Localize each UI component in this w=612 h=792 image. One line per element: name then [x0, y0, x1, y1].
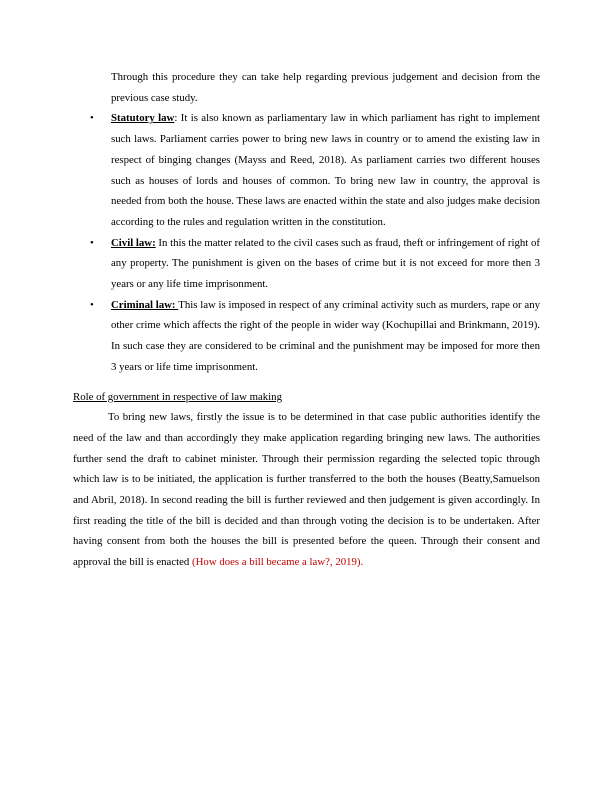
- body-text: To bring new laws, firstly the issue is to be determined in that case public authorities identify the need of the law and than accordingly they make application regarding bringing new laws. The authorities further send the draft to cabinet minister. Through their permission regarding the selected topic through which law is to be initiated, the application is further transferred to the both the houses (Beatty,Samuelson and Abril, 2018). In second reading the bill is further reviewed and then judgement is given accordingly. In first reading the title of the bill is decided and than through voting the decision is to be undertaken. After having consent from both the houses the bill is presented before the queen. Through their consent and approval the bill is enacted: [73, 411, 540, 569]
- continuation-text: Through this procedure they can take help regarding previous judgement and decision from the previous case study.: [111, 71, 540, 104]
- bullet-text: It is also known as parliamentary law in which parliament has right to implement such laws. Parliament carries power to bring new laws in country or to amend the existing law in respect of binging changes (Mayss and Reed, 2018). As parliament carries two different houses such as houses of lords and houses of common. To bring new law in country, the approval is needed from both the house. These laws are enacted within the state and also judges make decision according to the rules and regulation written in the constitution.: [111, 112, 540, 228]
- law-types-list: [73, 108, 540, 377]
- bullet-term: Statutory law: [111, 112, 175, 125]
- document-content: [73, 67, 540, 573]
- body-paragraph: [73, 407, 540, 573]
- bullet-icon: •: [90, 236, 94, 249]
- bullet-term: Civil law:: [111, 236, 156, 249]
- bullet-term: Criminal law:: [111, 298, 179, 311]
- bullet-statutory-law: [90, 108, 540, 232]
- bullet-icon: •: [90, 298, 94, 311]
- bullet-criminal-law: [90, 295, 540, 378]
- bullet-civil-law: [90, 233, 540, 295]
- body-citation: (How does a bill became a law?, 2019).: [192, 556, 364, 569]
- section-heading: Role of government in respective of law making: [73, 390, 282, 403]
- bullet-separator: :: [174, 112, 178, 125]
- bullet-text: This law is imposed in respect of any criminal activity such as murders, rape or any other crime which affects the right of the people in wider way (Kochupillai and Brinkmann, 2019). In such case they are considered to be criminal and the punishment may be imposed for more then 3 years or life time imprisonment.: [111, 298, 540, 373]
- bullet-icon: •: [90, 112, 94, 125]
- bullet-text: In this the matter related to the civil cases such as fraud, theft or infringement of right of any property. The punishment is given on the bases of crime but it is not exceed for more then 3 years or any life time imprisonment.: [111, 236, 540, 291]
